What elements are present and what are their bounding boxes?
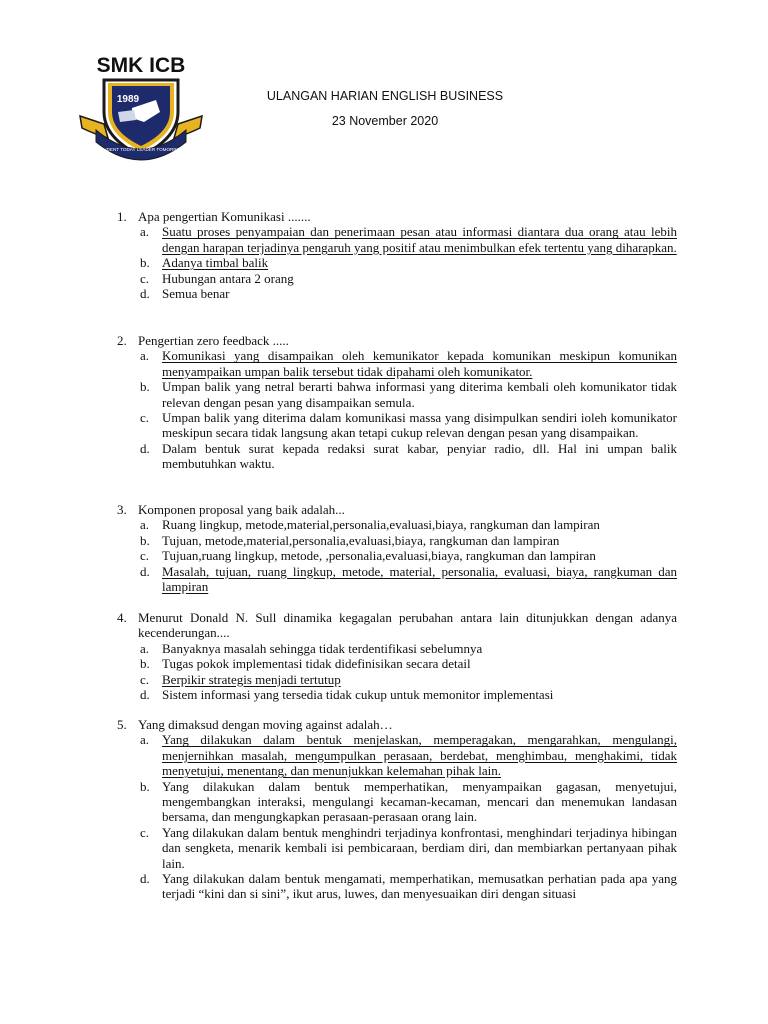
option-letter: b.: [140, 778, 150, 794]
option-text: Suatu proses penyampaian dan penerimaan pesan atau informasi diantara dua orang atau lebih dengan harapan terjadinya pengaruh yang positif atau menimbulkan efek tertentu yang diharapkan.: [162, 224, 677, 255]
option-text: Sistem informasi yang tersedia tidak cukup untuk memonitor implementasi: [162, 687, 554, 703]
question-1: [117, 209, 677, 301]
exam-title: ULANGAN HARIAN ENGLISH BUSINESS: [266, 89, 504, 103]
question-2: [117, 333, 677, 472]
option-text: Dalam bentuk surat kepada redaksi surat kabar, penyiar radio, dll. Hal ini umpan balik membutuhkan waktu.: [162, 440, 677, 472]
option-letter: d.: [140, 286, 150, 302]
option-text: Masalah, tujuan, ruang lingkup, metode, material, personalia, evaluasi, biaya, rangkuman dan lampiran: [162, 563, 677, 595]
option-c: [117, 410, 677, 441]
question-stem: [117, 209, 677, 224]
option-text: Yang dilakukan dalam bentuk menjelaskan, memperagakan, mengarahkan, mengulangi, menjernihkan masalah, mengumpulkan perasaan, berdebat, menghimbau, menghakimi, tidak menyetujui, menentang, dan menunjukkan kelemahan pihak lain.: [162, 732, 677, 779]
question-4: [117, 610, 677, 702]
option-letter: c.: [140, 548, 150, 564]
option-text: Tujuan, metode,material,personalia,evaluasi,biaya, rangkuman dan lampiran: [162, 532, 560, 548]
option-a: [117, 348, 677, 379]
option-text: Umpan balik yang diterima dalam komunikasi massa yang disimpulkan sendiri ioleh komunikator meskipun secara tidak langsung akan tetapi cukup relevan dengan pesan yang disampaikan.: [162, 410, 677, 441]
option-a: [117, 641, 677, 656]
option-text: Berpikir strategis menjadi tertutup: [162, 671, 341, 687]
question-3: [117, 502, 677, 594]
option-text: Ruang lingkup, metode,material,personalia,evaluasi,biaya, rangkuman dan lampiran: [162, 517, 600, 533]
option-a: [117, 732, 677, 778]
option-d: [117, 871, 677, 902]
question-number: 2.: [117, 333, 127, 348]
option-text: Yang dilakukan dalam bentuk mengamati, memperhatikan, memusatkan perhatian pada apa yang terjadi “kini dan si sini”, ikut arus, luwes, dan menyesuaikan diri dengan situasi: [162, 871, 677, 902]
option-d: [117, 441, 677, 472]
option-letter: a.: [140, 517, 150, 533]
option-letter: b.: [140, 656, 150, 672]
option-letter: b.: [140, 532, 150, 548]
logo-year: 1989: [116, 94, 140, 105]
option-letter: a.: [140, 224, 150, 240]
option-b: [117, 656, 677, 671]
question-text: Pengertian zero feedback .....: [138, 333, 289, 348]
question-number: 3.: [117, 502, 127, 517]
logo-motto: STUDENT TODAY LEADER TOMORROW: [97, 147, 185, 152]
question-number: 1.: [117, 209, 127, 224]
option-letter: a.: [140, 732, 150, 748]
option-letter: d.: [140, 440, 150, 456]
option-text: Yang dilakukan dalam bentuk memperhatikan, menyampaikan gagasan, menyetujui, mengembangkan interaksi, mengulangi kecaman-kecaman, mencari dan menemukan landasan bersama, dan mengungkapkan perasaan-perasaan orang lain.: [162, 778, 677, 825]
option-a: [117, 517, 677, 532]
option-text: Banyaknya masalah sehingga tidak terdentifikasi sebelumnya: [162, 640, 483, 656]
option-d: [117, 564, 677, 595]
option-c: [117, 825, 677, 871]
option-letter: c.: [140, 824, 150, 840]
option-a: [117, 224, 677, 255]
option-letter: a.: [140, 640, 150, 656]
option-b: [117, 533, 677, 548]
question-stem: [117, 610, 677, 641]
option-text: Yang dilakukan dalam bentuk menghindri terjadinya konfrontasi, menghindari terjadinya hibingan dan sengketa, menarik kembali isi pembicaraan, berdiam diri, dan membiarkan pertanyaan pihak lain.: [162, 824, 677, 871]
option-text: Tujuan,ruang lingkup, metode, ,personalia,evaluasi,biaya, rangkuman dan lampiran: [162, 548, 596, 564]
option-c: [117, 271, 677, 286]
option-c: [117, 672, 677, 687]
question-stem: [117, 502, 677, 517]
option-letter: c.: [140, 410, 150, 426]
option-letter: d.: [140, 871, 150, 887]
question-text: Komponen proposal yang baik adalah...: [138, 502, 345, 517]
question-stem: [117, 717, 677, 732]
option-text: Hubungan antara 2 orang: [162, 270, 294, 286]
option-d: [117, 286, 677, 301]
question-number: 4.: [117, 610, 127, 625]
question-text: Apa pengertian Komunikasi .......: [138, 209, 311, 224]
logo-title: SMK ICB: [96, 54, 186, 77]
question-text: Yang dimaksud dengan moving against adalah…: [138, 717, 393, 732]
option-d: [117, 687, 677, 702]
option-b: [117, 779, 677, 825]
option-text: Semua benar: [162, 286, 230, 302]
option-b: [117, 255, 677, 270]
exam-date: 23 November 2020: [331, 114, 439, 128]
option-letter: c.: [140, 270, 150, 286]
option-text: Tugas pokok implementasi tidak didefinisikan secara detail: [162, 656, 471, 672]
question-stem: [117, 333, 677, 348]
option-c: [117, 548, 677, 563]
option-letter: d.: [140, 563, 150, 579]
option-letter: d.: [140, 687, 150, 703]
question-text: Menurut Donald N. Sull dinamika kegagalan perubahan antara lain ditunjukkan dengan adanya kecenderungan....: [138, 610, 677, 641]
option-text: Komunikasi yang disampaikan oleh kemunikator kepada komunikan meskipun komunikan menyampaikan umpan balik tersebut tidak dipahami oleh komunikator.: [162, 348, 677, 379]
question-5: [117, 717, 677, 902]
option-text: Adanya timbal balik: [162, 255, 269, 271]
option-letter: b.: [140, 379, 150, 395]
option-b: [117, 379, 677, 410]
question-number: 5.: [117, 717, 127, 732]
option-letter: a.: [140, 348, 150, 364]
option-letter: c.: [140, 671, 150, 687]
option-text: Umpan balik yang netral berarti bahwa informasi yang diterima kembali oleh komunikator tidak relevan dengan pesan yang disampaikan semula.: [162, 379, 677, 410]
option-letter: b.: [140, 255, 150, 271]
